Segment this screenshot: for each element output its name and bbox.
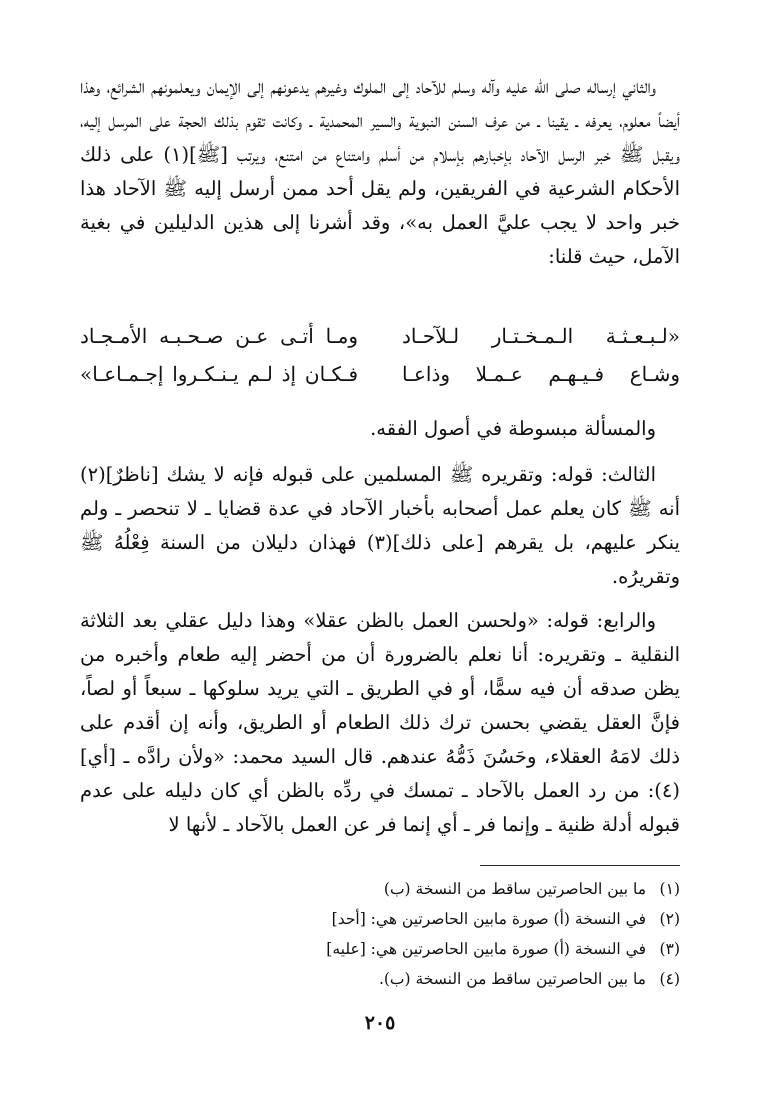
paragraph-text: والرابع: قوله: «ولحسن العمل بالظن عقلا» وهذا دليل عقلي بعد الثلاثة النقلية ـ وتقريره: أنا نعلم بالضرورة أن من أحضر إليه طعام وأخبره من يظن صدقه أن فيه سمًّا، أو في الطريق ـ التي يريد سلوكها ـ سبعاً أو لصاً، فإنَّ العقل يقضي بحسن ترك ذلك الطعام أو الطريق، وأنه إن أقدم على ذلك لامَهُ العقلاء، وحَسُنَ ذَمُّهُ عندهم. قال السيد محمد: «ولأن رادَّه ـ [أي](٤): من رد العمل بالآحاد ـ تمسك في ردِّه بالظن أي كان دليله على عدم قبوله أدلة ظنية ـ وإنما فر ـ أي إنما فر عن العمل بالآحاد ـ لأنها لا xyxy=(80,609,680,836)
footnote-number: (١) xyxy=(659,880,680,898)
footnote-text: ما بين الحاصرتين ساقط من النسخة (ب). xyxy=(378,970,646,988)
paragraph-text: الثالث: قوله: وتقريره ﷺ المسلمين على قبوله فإنه لا يشك [ناظرٌ](٢) أنه ﷺ كان يعلم عمل أصحابه بأخبار الآحاد في عدة قضايا ـ لا تنحصر ـ ولم ينكر عليهم، بل يقرهم [على ذلك](٣) فهذان دليلان من السنة فِعْلُهُ ﷺ وتقريرُه. xyxy=(80,463,680,588)
verse-2-second-hemistich: فـكـان إذ لـم يـنـكـروا إجـمـاعـا» xyxy=(80,362,358,386)
footnote-item xyxy=(80,964,680,994)
footnote-separator xyxy=(480,865,680,866)
verse-1-second-hemistich: ومـا أتـى عـن صـحـبـه الأمـجـاد xyxy=(80,324,358,348)
footnote-number: (٤) xyxy=(659,970,680,988)
footnote-text: في النسخة (أ) صورة مابين الحاصرتين هي: [عليه] xyxy=(326,940,646,958)
paragraph-third-proof xyxy=(80,458,680,594)
paragraph-usul-note xyxy=(80,412,680,446)
paragraph-text: والثاني إرساله صلى الله عليه وآله وسلم للآحاد إلى الملوك وغيرهم يدعونهم إلى الإيمان ويعلمونهم الشرائع، وهذا أيضاً معلوم، يعرفه ـ يقينا ـ من عرف السنن النبوية والسير المحمدية ـ وكانت تقوم بذلك الحجة على المرسل إليه، ويقبل ﷺ خبر الرسل الآحاد بإخبارهم بإسلام من أسلم وامتناع من امتنع، ويرتب [ﷺ](١) على ذلك الأحكام الشرعية في الفريقين، ولم يقل أحد ممن أرسل إليه ﷺ الآحاد هذا خبر واحد لا يجب عليَّ العمل به»، وقد أشرنا إلى هذين الدليلين في بغية الآمل، حيث قلنا: xyxy=(80,75,680,268)
footnote-number: (٣) xyxy=(659,940,680,958)
footnote-item xyxy=(80,874,680,904)
poem-verse-1 xyxy=(80,318,680,354)
poem-verse-2 xyxy=(80,356,680,392)
paragraph-fourth-proof xyxy=(80,604,680,842)
verse-1-first-hemistich: «لـبـعـثـة الـمـخـتـار لـلآحـاد xyxy=(402,324,680,348)
footnotes xyxy=(80,874,680,994)
footnote-number: (٢) xyxy=(659,910,680,928)
poem-verses xyxy=(80,318,680,392)
footnote-item xyxy=(80,904,680,934)
footnote-item xyxy=(80,934,680,964)
footnote-text: ما بين الحاصرتين ساقط من النسخة (ب) xyxy=(383,880,646,898)
paragraph-second-proof xyxy=(80,70,680,274)
page-number: ٢٠٥ xyxy=(364,1012,396,1034)
verse-2-first-hemistich: وشـاع فـيـهـم عـمـلا وذاعـا xyxy=(402,362,680,386)
footnote-text: في النسخة (أ) صورة مابين الحاصرتين هي: [أحد] xyxy=(331,910,646,928)
paragraph-text: والمسألة مبسوطة في أصول الفقه. xyxy=(370,417,656,440)
